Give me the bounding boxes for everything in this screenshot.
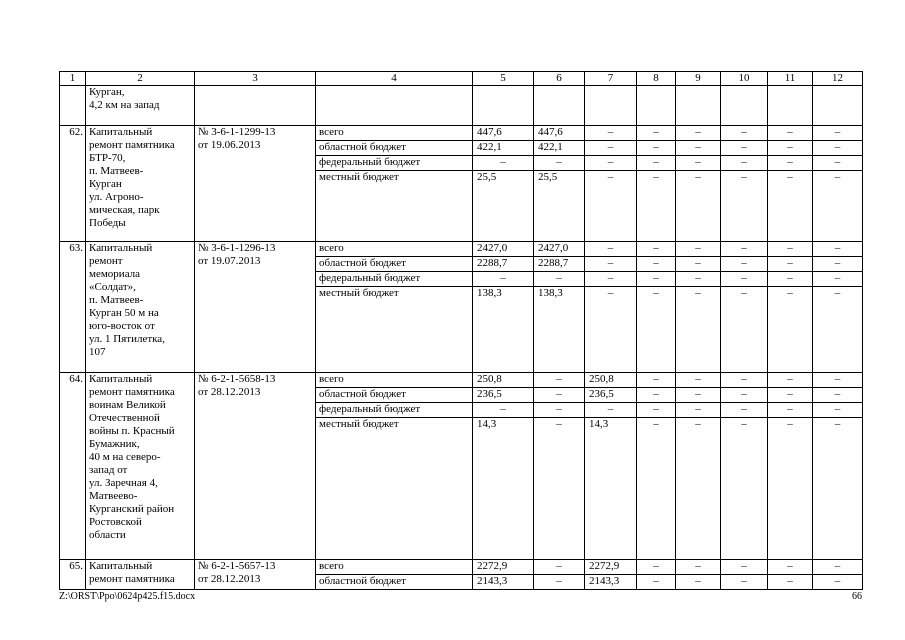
cell-col-5: 236,5: [473, 388, 534, 403]
cell-col-10: –: [721, 287, 768, 373]
header-col-10: 10: [721, 72, 768, 86]
cell-col-12: –: [813, 257, 863, 272]
cell-col-9: –: [676, 403, 721, 418]
cell-funding-source: федеральный бюджет: [316, 403, 473, 418]
cell-col-8: –: [637, 560, 676, 575]
footer-page-number: 66: [852, 591, 862, 602]
cell-col-11: –: [768, 560, 813, 575]
cell-col-11: –: [768, 403, 813, 418]
cell-no: [60, 86, 86, 126]
cell-col-5: 447,6: [473, 126, 534, 141]
cell-col-6: 138,3: [534, 287, 585, 373]
cell-col-5: –: [473, 403, 534, 418]
cell-col-6: 2427,0: [534, 242, 585, 257]
table-row: [60, 242, 863, 257]
cell-col-11: –: [768, 126, 813, 141]
cell-col-12: –: [813, 403, 863, 418]
cell-col-11: –: [768, 575, 813, 590]
cell-col-11: –: [768, 418, 813, 560]
cell-col-7: 2272,9: [585, 560, 637, 575]
table-row: [60, 373, 863, 388]
cell-col-8: –: [637, 242, 676, 257]
cell-col-5: –: [473, 156, 534, 171]
cell-col-5: –: [473, 272, 534, 287]
header-col-1: 1: [60, 72, 86, 86]
cell-col-10: –: [721, 141, 768, 156]
cell-col-6: –: [534, 156, 585, 171]
cell-col-10: –: [721, 575, 768, 590]
header-col-4: 4: [316, 72, 473, 86]
cell-col-7: –: [585, 171, 637, 242]
cell-col-7: –: [585, 242, 637, 257]
cell-col-12: –: [813, 141, 863, 156]
cell-col-10: –: [721, 560, 768, 575]
cell-col-6: –: [534, 575, 585, 590]
cell-no: 62.: [60, 126, 86, 242]
cell-col-5: 2272,9: [473, 560, 534, 575]
cell-col-6: –: [534, 418, 585, 560]
cell-col-10: –: [721, 242, 768, 257]
cell-col-11: –: [768, 257, 813, 272]
cell-col-7: 236,5: [585, 388, 637, 403]
cell-col-9: –: [676, 418, 721, 560]
cell-document: № 6-2-1-5657-13 от 28.12.2013: [195, 560, 316, 590]
cell-col-9: –: [676, 373, 721, 388]
cell-col-9: –: [676, 126, 721, 141]
cell-col-8: –: [637, 287, 676, 373]
cell-col-11: –: [768, 388, 813, 403]
cell-col-7: –: [585, 287, 637, 373]
cell-col-12: –: [813, 156, 863, 171]
header-row: [60, 72, 863, 86]
cell-col-6: 25,5: [534, 171, 585, 242]
cell-object: Капитальный ремонт памятника воинам Великой Отечественной войны п. Красный Бумажник, 40 м на северо- запад от ул. Заречная 4, Матвеево- Курганский район Ростовской области: [86, 373, 195, 560]
cell-col-7: –: [585, 126, 637, 141]
cell-object: Капитальный ремонт памятника БТР-70, п. Матвеев- Курган ул. Агроно- мическая, парк Победы: [86, 126, 195, 242]
cell-col-10: –: [721, 373, 768, 388]
cell-funding-source: местный бюджет: [316, 287, 473, 373]
cell-object: Капитальный ремонт мемориала «Солдат», п. Матвеев- Курган 50 м на юго-восток от ул. 1 Пятилетка, 107: [86, 242, 195, 373]
cell-col-10: –: [721, 418, 768, 560]
cell-col-12: –: [813, 287, 863, 373]
cell-funding-source: местный бюджет: [316, 171, 473, 242]
header-col-3: 3: [195, 72, 316, 86]
cell-col-11: –: [768, 242, 813, 257]
cell-col-12: –: [813, 373, 863, 388]
cell-col-9: –: [676, 171, 721, 242]
cell-col-5: 250,8: [473, 373, 534, 388]
cell-funding-source: всего: [316, 126, 473, 141]
cell-col-8: –: [637, 418, 676, 560]
cell-col-11: –: [768, 141, 813, 156]
cell-no: 64.: [60, 373, 86, 560]
cell-col-10: –: [721, 156, 768, 171]
cell-col-8: –: [637, 272, 676, 287]
cell-col-5: 2427,0: [473, 242, 534, 257]
cell-col-7: –: [585, 257, 637, 272]
cell-col-8: –: [637, 388, 676, 403]
cell-col-6: –: [534, 388, 585, 403]
cell-col-8: –: [637, 156, 676, 171]
cell-col-10: –: [721, 403, 768, 418]
cell-col-6: –: [534, 373, 585, 388]
cell-col-12: –: [813, 388, 863, 403]
cell-col-11: –: [768, 156, 813, 171]
cell-col-12: –: [813, 242, 863, 257]
cell-col-9: –: [676, 141, 721, 156]
cell-col-8: –: [637, 141, 676, 156]
cell-col-11: –: [768, 272, 813, 287]
footer-file-path: Z:\ORST\Ppo\0624p425.f15.docx: [59, 591, 196, 602]
cell-col-6: –: [534, 403, 585, 418]
cell-col-8: –: [637, 403, 676, 418]
cell-col-6: 422,1: [534, 141, 585, 156]
cell-col-8: –: [637, 257, 676, 272]
cell-col-11: –: [768, 373, 813, 388]
cell-col-7: 2143,3: [585, 575, 637, 590]
header-col-5: 5: [473, 72, 534, 86]
cell-col-9: –: [676, 257, 721, 272]
header-col-12: 12: [813, 72, 863, 86]
continuation-row: [60, 86, 863, 126]
cell-col-7: 250,8: [585, 373, 637, 388]
cell-col-10: –: [721, 272, 768, 287]
cell-col-8: –: [637, 373, 676, 388]
cell-col-7: –: [585, 272, 637, 287]
cell-col-8: –: [637, 171, 676, 242]
cell-no: 65.: [60, 560, 86, 590]
cell-col-10: –: [721, 257, 768, 272]
header-col-11: 11: [768, 72, 813, 86]
cell-col-12: –: [813, 171, 863, 242]
header-col-8: 8: [637, 72, 676, 86]
cell-funding-source: федеральный бюджет: [316, 156, 473, 171]
cell-col-11: –: [768, 171, 813, 242]
cell-col-7: –: [585, 156, 637, 171]
cell-col-7: –: [585, 403, 637, 418]
cell-col-12: –: [813, 560, 863, 575]
cell-col-9: –: [676, 287, 721, 373]
cell-document: № 3-6-1-1299-13 от 19.06.2013: [195, 126, 316, 242]
cell-col-8: –: [637, 575, 676, 590]
table-row: [60, 126, 863, 141]
cell-col-10: –: [721, 126, 768, 141]
cell-col-12: –: [813, 575, 863, 590]
cell-object: Курган, 4,2 км на запад: [86, 86, 195, 126]
cell-col-12: –: [813, 418, 863, 560]
cell-col-6: –: [534, 560, 585, 575]
cell-col-5: 14,3: [473, 418, 534, 560]
cell-col-5: 2288,7: [473, 257, 534, 272]
cell-col-9: –: [676, 388, 721, 403]
header-col-9: 9: [676, 72, 721, 86]
cell-document: № 6-2-1-5658-13 от 28.12.2013: [195, 373, 316, 560]
table-row: [60, 560, 863, 575]
cell-col-11: –: [768, 287, 813, 373]
cell-col-12: –: [813, 272, 863, 287]
cell-funding-source: местный бюджет: [316, 418, 473, 560]
cell-document: № 3-6-1-1296-13 от 19.07.2013: [195, 242, 316, 373]
cell-col-9: –: [676, 156, 721, 171]
cell-col-5: 25,5: [473, 171, 534, 242]
cell-col-9: –: [676, 560, 721, 575]
cell-col-9: –: [676, 272, 721, 287]
cell-col-5: 422,1: [473, 141, 534, 156]
cell-col-12: –: [813, 126, 863, 141]
header-col-7: 7: [585, 72, 637, 86]
cell-col-8: –: [637, 126, 676, 141]
cell-funding-source: федеральный бюджет: [316, 272, 473, 287]
cell-col-6: –: [534, 272, 585, 287]
cell-col-7: 14,3: [585, 418, 637, 560]
cell-object: Капитальный ремонт памятника: [86, 560, 195, 590]
cell-col-5: 138,3: [473, 287, 534, 373]
cell-col-6: 447,6: [534, 126, 585, 141]
header-col-6: 6: [534, 72, 585, 86]
cell-funding-source: всего: [316, 242, 473, 257]
cell-funding-source: всего: [316, 560, 473, 575]
cell-col-10: –: [721, 388, 768, 403]
cell-col-10: –: [721, 171, 768, 242]
cell-funding-source: всего: [316, 373, 473, 388]
cell-col-5: 2143,3: [473, 575, 534, 590]
cell-col-9: –: [676, 242, 721, 257]
cell-col-7: –: [585, 141, 637, 156]
cell-no: 63.: [60, 242, 86, 373]
cell-funding-source: областной бюджет: [316, 257, 473, 272]
cell-funding-source: областной бюджет: [316, 141, 473, 156]
budget-table: [59, 71, 863, 590]
cell-funding-source: областной бюджет: [316, 575, 473, 590]
header-col-2: 2: [86, 72, 195, 86]
cell-funding-source: областной бюджет: [316, 388, 473, 403]
cell-col-6: 2288,7: [534, 257, 585, 272]
cell-col-9: –: [676, 575, 721, 590]
